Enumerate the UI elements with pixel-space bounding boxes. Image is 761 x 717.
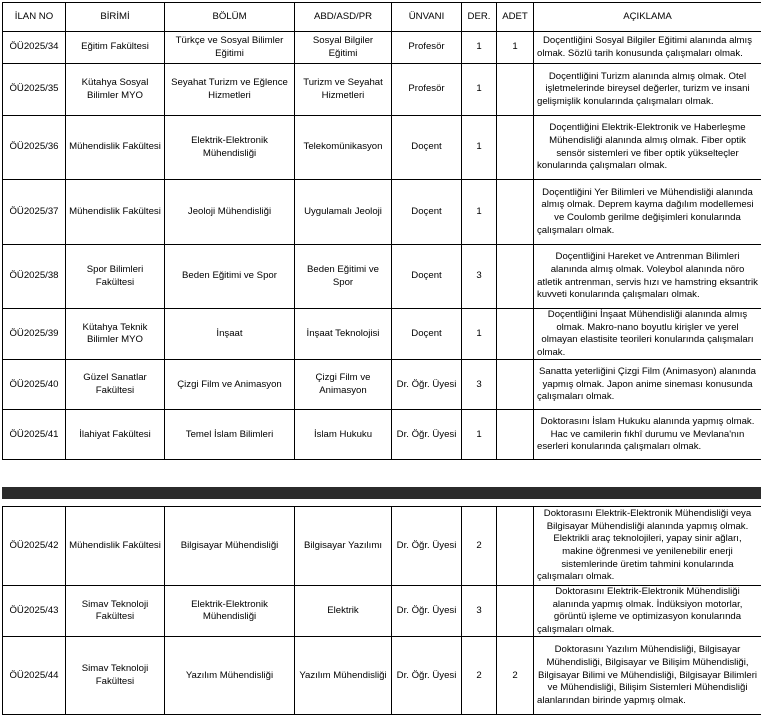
bolum: Elektrik-Elektronik Mühendisliği xyxy=(165,586,295,637)
der: 3 xyxy=(462,586,497,637)
birimi: Güzel Sanatlar Fakültesi xyxy=(66,360,165,410)
ilan-no: ÖÜ2025/43 xyxy=(3,586,66,637)
ilan-no: ÖÜ2025/39 xyxy=(3,309,66,360)
table-row xyxy=(3,586,761,637)
der: 3 xyxy=(462,360,497,410)
header-der: DER. xyxy=(462,3,497,32)
header-row xyxy=(3,3,761,32)
adet xyxy=(497,245,534,309)
der: 1 xyxy=(462,64,497,116)
adet xyxy=(497,410,534,460)
table-row xyxy=(3,360,761,410)
table-row xyxy=(3,64,761,116)
adet xyxy=(497,309,534,360)
bolum: Seyahat Turizm ve Eğlence Hizmetleri xyxy=(165,64,295,116)
ilan-no: ÖÜ2025/42 xyxy=(3,507,66,586)
ilan-no: ÖÜ2025/40 xyxy=(3,360,66,410)
ilan-no: ÖÜ2025/37 xyxy=(3,180,66,245)
table-row xyxy=(3,32,761,64)
adet xyxy=(497,116,534,180)
ilan-no: ÖÜ2025/36 xyxy=(3,116,66,180)
unvani: Doçent xyxy=(392,180,462,245)
bolum: Çizgi Film ve Animasyon xyxy=(165,360,295,410)
birimi: Spor Bilimleri Fakültesi xyxy=(66,245,165,309)
adet xyxy=(497,180,534,245)
unvani: Dr. Öğr. Üyesi xyxy=(392,410,462,460)
birimi: İlahiyat Fakültesi xyxy=(66,410,165,460)
bolum: Elektrik-Elektronik Mühendisliği xyxy=(165,116,295,180)
der: 2 xyxy=(462,507,497,586)
table-row xyxy=(3,309,761,360)
birimi: Eğitim Fakültesi xyxy=(66,32,165,64)
bolum: İnşaat xyxy=(165,309,295,360)
der: 1 xyxy=(462,309,497,360)
positions-table-1 xyxy=(2,2,761,460)
unvani: Profesör xyxy=(392,64,462,116)
header-unvani: ÜNVANI xyxy=(392,3,462,32)
aciklama: Doçentliğini Yer Bilimleri ve Mühendisliği alanında almış olmak. Deprem kayma dağılım modellemesi ve Coulomb gerilme değişimleri konularında çalışmaları olmak. xyxy=(534,180,761,245)
header-adet: ADET xyxy=(497,3,534,32)
abd: Turizm ve Seyahat Hizmetleri xyxy=(295,64,392,116)
adet: 2 xyxy=(497,637,534,715)
bolum: Temel İslam Bilimleri xyxy=(165,410,295,460)
header-bolum: BÖLÜM xyxy=(165,3,295,32)
ilan-no: ÖÜ2025/44 xyxy=(3,637,66,715)
bolum: Beden Eğitimi ve Spor xyxy=(165,245,295,309)
der: 1 xyxy=(462,32,497,64)
ilan-no: ÖÜ2025/35 xyxy=(3,64,66,116)
aciklama: Doçentliğini Sosyal Bilgiler Eğitimi alanında almış olmak. Sözlü tarih konusunda çalışmaları olmak. xyxy=(534,32,761,64)
abd: Çizgi Film ve Animasyon xyxy=(295,360,392,410)
abd: Elektrik xyxy=(295,586,392,637)
table-row xyxy=(3,410,761,460)
aciklama: Sanatta yeterliğini Çizgi Film (Animasyon) alanında yapmış olmak. Japon anime sineması konusunda çalışmaları olmak. xyxy=(534,360,761,410)
der: 1 xyxy=(462,116,497,180)
table-row xyxy=(3,245,761,309)
table-row xyxy=(3,637,761,715)
abd: Uygulamalı Jeoloji xyxy=(295,180,392,245)
birimi: Simav Teknoloji Fakültesi xyxy=(66,637,165,715)
header-abd: ABD/ASD/PR xyxy=(295,3,392,32)
der: 2 xyxy=(462,637,497,715)
header-birimi: BİRİMİ xyxy=(66,3,165,32)
unvani: Doçent xyxy=(392,245,462,309)
positions-table-2 xyxy=(2,506,761,715)
adet xyxy=(497,360,534,410)
section-divider-band xyxy=(2,487,761,499)
aciklama: Doktorasını Elektrik-Elektronik Mühendisliği veya Bilgisayar Mühendisliği alanında yapmış olmak. Elektrikli araç teknolojileri, yapay sinir ağları, makine öğrenmesi ve yenilenebilir enerji sistemlerinde üretim tahmini konularında çalışmaları olmak. xyxy=(534,507,761,586)
adet: 1 xyxy=(497,32,534,64)
birimi: Mühendislik Fakültesi xyxy=(66,116,165,180)
abd: Bilgisayar Yazılımı xyxy=(295,507,392,586)
table-row xyxy=(3,180,761,245)
abd: İnşaat Teknolojisi xyxy=(295,309,392,360)
unvani: Dr. Öğr. Üyesi xyxy=(392,360,462,410)
unvani: Doçent xyxy=(392,116,462,180)
aciklama: Doçentliğini İnşaat Mühendisliği alanında almış olmak. Makro-nano boyutlu kirişler ve yerel olmayan elastisite teorileri konularında çalışmaları olmak. xyxy=(534,309,761,360)
adet xyxy=(497,64,534,116)
bolum: Bilgisayar Mühendisliği xyxy=(165,507,295,586)
unvani: Doçent xyxy=(392,309,462,360)
birimi: Kütahya Sosyal Bilimler MYO xyxy=(66,64,165,116)
birimi: Mühendislik Fakültesi xyxy=(66,180,165,245)
header-ilan-no: İLAN NO xyxy=(3,3,66,32)
birimi: Kütahya Teknik Bilimler MYO xyxy=(66,309,165,360)
table-row xyxy=(3,116,761,180)
aciklama: Doktorasını İslam Hukuku alanında yapmış olmak. Hac ve camilerin fıkhî durumu ve Mevlana'nın eserleri konularında çalışmaları olmak. xyxy=(534,410,761,460)
der: 1 xyxy=(462,410,497,460)
abd: Beden Eğitimi ve Spor xyxy=(295,245,392,309)
birimi: Mühendislik Fakültesi xyxy=(66,507,165,586)
bolum: Jeoloji Mühendisliği xyxy=(165,180,295,245)
abd: Sosyal Bilgiler Eğitimi xyxy=(295,32,392,64)
abd: Yazılım Mühendisliği xyxy=(295,637,392,715)
aciklama: Doçentliğini Elektrik-Elektronik ve Haberleşme Mühendisliği alanında almış olmak. Fiber optik sensör sistemleri ve fiber optik yükselteçler konularında çalışmaları olmak. xyxy=(534,116,761,180)
table-row xyxy=(3,507,761,586)
unvani: Profesör xyxy=(392,32,462,64)
abd: Telekomünikasyon xyxy=(295,116,392,180)
abd: İslam Hukuku xyxy=(295,410,392,460)
aciklama: Doçentliğini Turizm alanında almış olmak. Otel işletmelerinde bireysel değerler, turizm ve insani gelişmişlik konularında çalışmaları olmak. xyxy=(534,64,761,116)
aciklama: Doktorasını Elektrik-Elektronik Mühendisliği alanında yapmış olmak. İndüksiyon motorlar, görüntü işleme ve optimizasyon konularında çalışmaları olmak. xyxy=(534,586,761,637)
adet xyxy=(497,507,534,586)
unvani: Dr. Öğr. Üyesi xyxy=(392,637,462,715)
der: 1 xyxy=(462,180,497,245)
birimi: Simav Teknoloji Fakültesi xyxy=(66,586,165,637)
ilan-no: ÖÜ2025/41 xyxy=(3,410,66,460)
unvani: Dr. Öğr. Üyesi xyxy=(392,507,462,586)
der: 3 xyxy=(462,245,497,309)
aciklama: Doktorasını Yazılım Mühendisliği, Bilgisayar Mühendisliği, Bilgisayar ve Bilişim Mühendisliği, Bilgisayar Bilimi ve Mühendisliği, Bilgisayar Bilimleri ve Mühendisliği, Bilişim Sistemleri Mühendisliği alanlarından birinde yapmış olmak. xyxy=(534,637,761,715)
ilan-no: ÖÜ2025/38 xyxy=(3,245,66,309)
unvani: Dr. Öğr. Üyesi xyxy=(392,586,462,637)
header-aciklama: AÇIKLAMA xyxy=(534,3,761,32)
adet xyxy=(497,586,534,637)
ilan-no: ÖÜ2025/34 xyxy=(3,32,66,64)
bolum: Türkçe ve Sosyal Bilimler Eğitimi xyxy=(165,32,295,64)
aciklama: Doçentliğini Hareket ve Antrenman Bilimleri alanında almış olmak. Voleybol alanında nöro atletik antrenman, servis hızı ve hamstring eksantrik kuvveti konularında çalışmaları olmak. xyxy=(534,245,761,309)
bolum: Yazılım Mühendisliği xyxy=(165,637,295,715)
